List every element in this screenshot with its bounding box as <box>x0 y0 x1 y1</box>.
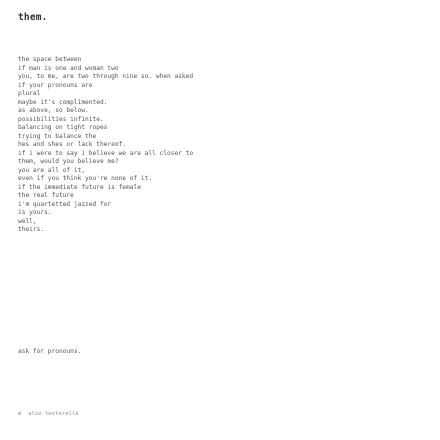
poem-line: hes and shes or lack thereof. <box>18 141 127 148</box>
poem-title: them. <box>18 12 48 23</box>
poem-line: them, would you believe me? <box>18 158 119 165</box>
poem-line: if the immediate future is female <box>18 183 141 191</box>
poem-line: you are all of it, <box>18 166 86 174</box>
footer-credit: m also textorelle <box>18 411 79 417</box>
poem-line: maybe it's complimented. <box>18 98 108 106</box>
poem-line: plural <box>18 90 41 97</box>
poem-line: theirs. <box>18 226 45 233</box>
poem-line: possibilities infinite. <box>18 115 104 123</box>
poem-body <box>18 56 193 235</box>
poem-line: you, to me, are two through nine so. when asked <box>18 73 194 80</box>
poem-line: balancing on tight ropes <box>18 124 108 131</box>
poem-line: even if you think you're none of it. <box>18 175 153 182</box>
poem-line: the space between <box>18 56 82 63</box>
poem-line: the real future <box>18 192 74 199</box>
poem-line: trying to balance the <box>18 132 97 140</box>
poem-line: if man is one and woman two <box>18 64 119 72</box>
poem-line: if i were to say i believe we are all closer to <box>18 149 194 157</box>
poem-line: if your pronouns are <box>18 81 93 89</box>
poem-line: as above, so below. <box>18 107 89 114</box>
poem-line: i'm quartetted jazzed for <box>18 200 112 208</box>
pronouns-note: ask for pronouns. <box>18 348 82 355</box>
poem-line: well, <box>18 217 37 225</box>
poem-line: is yours. <box>18 209 52 216</box>
